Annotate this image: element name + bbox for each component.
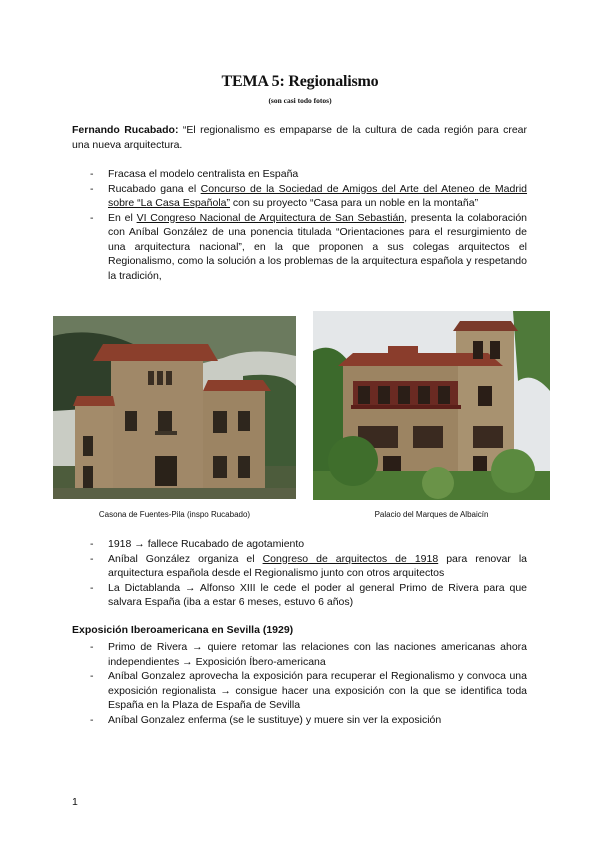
list-item-text: con su proyecto “Casa para un noble en la montaña” <box>230 197 479 209</box>
concurso-link[interactable]: Concurso de la Sociedad de Amigos del Arte del Ateneo de Madrid sobre “La Casa Española” <box>108 182 528 209</box>
palacio-illustration <box>313 311 550 500</box>
photo-casona-fuentes-pila <box>53 316 296 499</box>
page-subtitle: (son casi todo fotos) <box>268 96 332 105</box>
page-number: 1 <box>72 796 78 808</box>
casona-illustration <box>53 316 296 499</box>
photo-palacio-albaicin <box>313 311 550 500</box>
intro-text: “El regionalismo es empaparse de la cultura de cada región para crear una nueva arquitectura. <box>72 124 527 151</box>
list-item-text: 1918 → fallece Rucabado de agotamiento <box>108 538 305 550</box>
list-item: - Aníbal Gonzalez aprovecha la exposición para recuperar el Regionalismo y convoca una exposición regionalista → consigue hacer una exposición con la que se identifica toda España en la Plaza de España de Sevilla <box>90 670 527 711</box>
congreso-1918-link[interactable]: Congreso de arquitectos de 1918 <box>262 552 439 565</box>
list-item: - La Dictablanda → Alfonso XIII le cede el poder al general Primo de Rivera para que salvara España (iba a estar 6 meses, estuvo 6 años) <box>90 581 527 608</box>
list-item-text: , presenta la colaboración con Aníbal González de una ponencia titulada “Orientaciones para el resurgimiento de una arquitectura nacional”, en la que proponen a sus colegas arquitectos el Regionalismo, como la solución a los problemas de la arquitectura española y respetando la tradición, <box>108 211 527 282</box>
list-item-text: para renovar la arquitectura española desde el Regionalismo junto con otros arquitectos <box>108 552 528 579</box>
list-item-text: Primo de Rivera → quiere retomar las relaciones con las naciones americanas ahora independientes → Exposición Íbero-americana <box>108 641 527 668</box>
list-item: - En el VI Congreso Nacional de Arquitectura de San Sebastián, presenta la colaboración con Aníbal González de una ponencia titulada “Orientaciones para el resurgimiento de una arquitectura nacional”, en la que proponen a sus colegas arquitectos el Regionalismo, como la solución a los problemas de la arquitectura española y respetando la tradición, <box>90 211 527 282</box>
congreso-link[interactable]: VI Congreso Nacional de Arquitectura de San Sebastián <box>136 211 405 224</box>
list-item-text: En el <box>108 211 137 224</box>
list-item-text: Aníbal González organiza el <box>108 552 263 565</box>
bullet-list-3 <box>72 640 527 727</box>
page-title: TEMA 5: Regionalismo <box>221 73 379 90</box>
list-item: - 1918 → fallece Rucabado de agotamiento <box>90 538 305 550</box>
caption-right: Palacio del Marques de Albaicín <box>374 510 489 519</box>
bullet-list-1 <box>72 167 527 283</box>
list-item-text: La Dictablanda → Alfonso XIII le cede el poder al general Primo de Rivera para que salvara España (iba a estar 6 meses, estuvo 6 años) <box>108 581 527 608</box>
list-item: - Fracasa el modelo centralista en España <box>90 168 299 180</box>
intro-name: Fernando Rucabado: <box>72 124 179 136</box>
bullet-list-2 <box>72 537 527 610</box>
list-item: - Primo de Rivera → quiere retomar las relaciones con las naciones americanas ahora independientes → Exposición Íbero-americana <box>90 641 527 668</box>
list-item: - Rucabado gana el Concurso de la Sociedad de Amigos del Arte del Ateneo de Madrid sobre “La Casa Española” con su proyecto “Casa para un noble en la montaña” <box>90 182 528 209</box>
caption-left: Casona de Fuentes-Pila (inspo Rucabado) <box>98 510 251 519</box>
list-item-text: Fracasa el modelo centralista en España <box>108 168 299 180</box>
list-item-text: Aníbal Gonzalez enferma (se le sustituye) y muere sin ver la exposición <box>108 713 442 726</box>
list-item-text: Aníbal Gonzalez aprovecha la exposición para recuperar el Regionalismo y convoca una exposición regionalista → consigue hacer una exposición con la que se identifica toda España en la Plaza de España de Sevilla <box>108 670 527 711</box>
list-item: - Aníbal González organiza el Congreso de arquitectos de 1918 para renovar la arquitectura española desde el Regionalismo junto con otros arquitectos <box>90 552 528 579</box>
section-heading: Exposición Iberoamericana en Sevilla (1929) <box>72 624 294 636</box>
list-item: - Aníbal Gonzalez enferma (se le sustituye) y muere sin ver la exposición <box>90 713 442 726</box>
list-item-text: Rucabado gana el <box>108 182 201 195</box>
intro-paragraph <box>72 123 527 153</box>
